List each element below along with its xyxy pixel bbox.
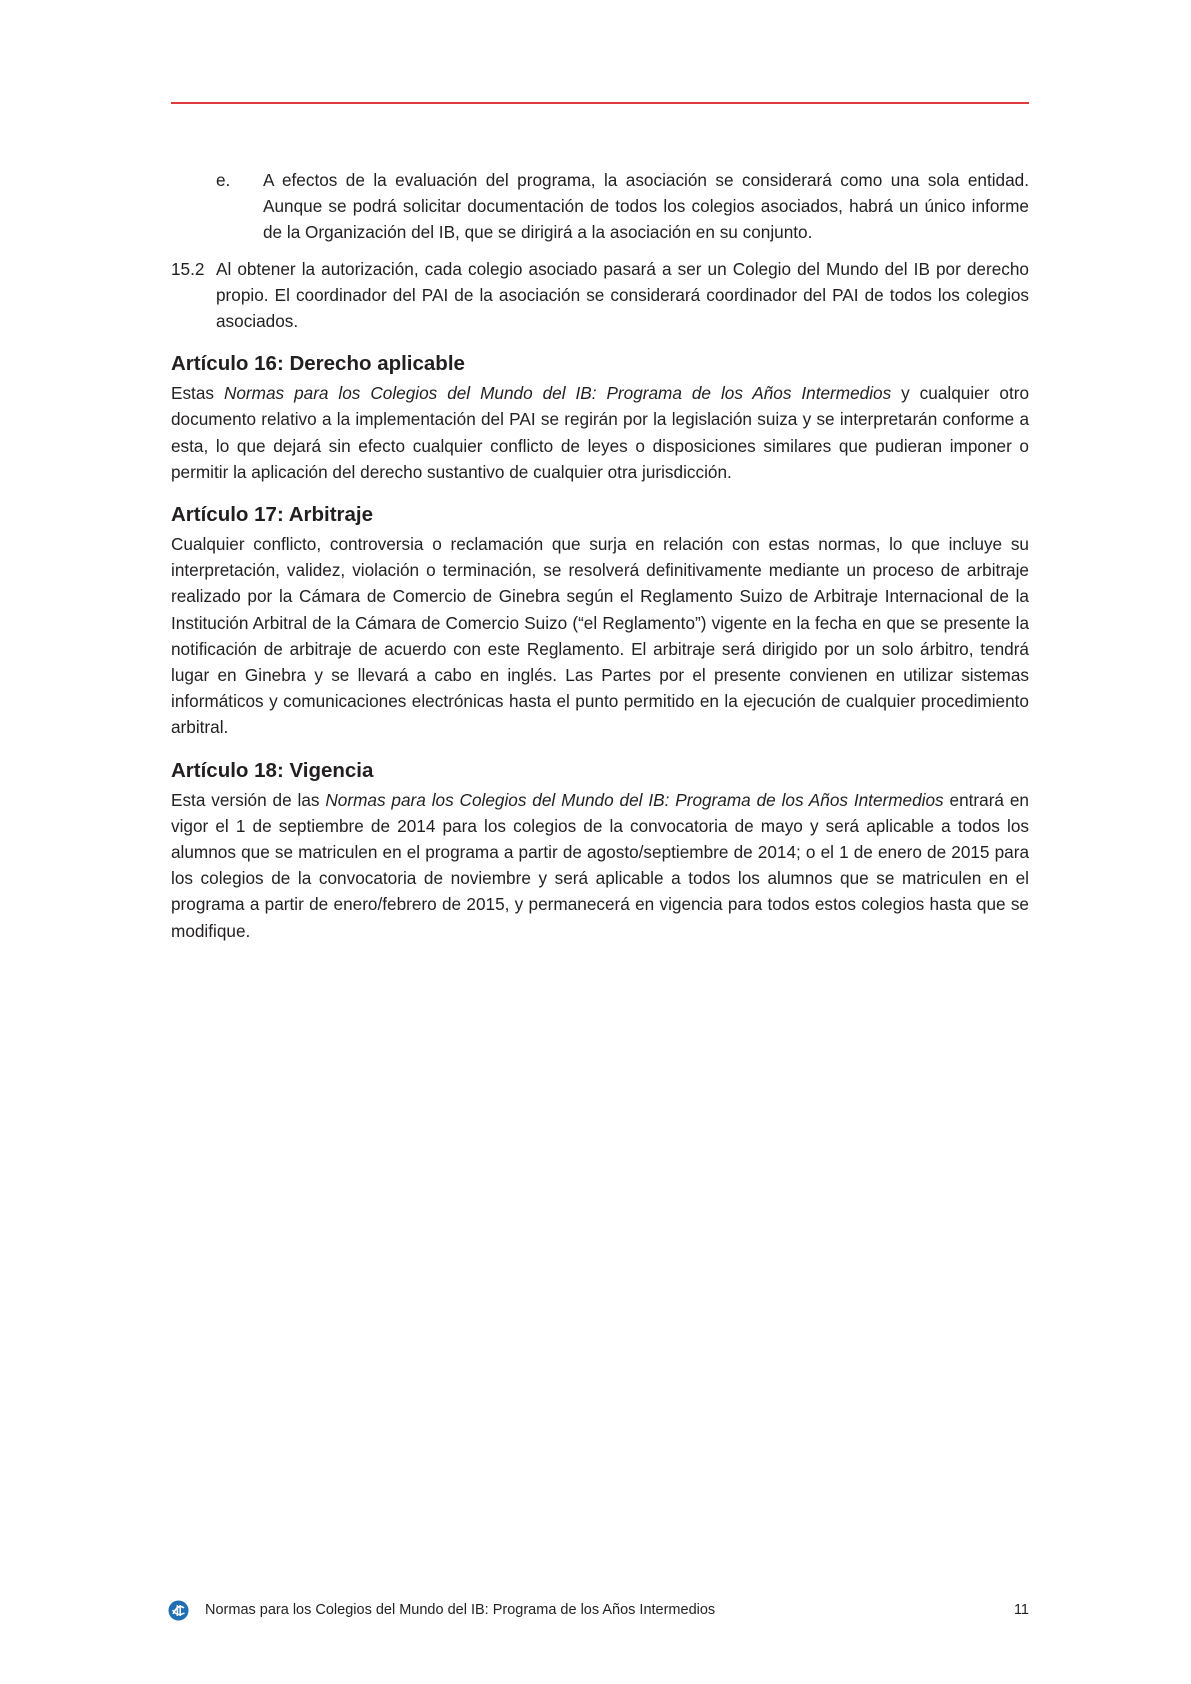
clause-15-2 [171, 256, 1029, 335]
article-16-heading: Artículo 16: Derecho aplicable [171, 352, 465, 376]
article-16-paragraph [171, 380, 1029, 485]
document-body [171, 167, 1029, 944]
article-18-lead: Esta versión de las [171, 789, 326, 810]
clause-number: 15.2 [171, 258, 205, 279]
article-16-lead: Estas [171, 383, 224, 404]
list-marker: e. [216, 170, 231, 190]
list-item-e [171, 167, 1029, 246]
page-footer [168, 1598, 1029, 1622]
article-16-document-title: Normas para los Colegios del Mundo del IB: Programa de los Años Intermedios [223, 383, 892, 404]
article-18-heading: Artículo 18: Vigencia [171, 758, 374, 782]
article-18-paragraph [171, 787, 1029, 944]
clause-text: Al obtener la autorización, cada colegio asociado pasará a ser un Colegio del Mundo del IB por derecho propio. El coordinador del PAI de la asociación se considerará coordinador del PAI de todos los colegios asociados. [216, 258, 1029, 332]
article-18-document-title: Normas para los Colegios del Mundo del IB: Programa de los Años Intermedios [325, 789, 944, 810]
list-item-text: A efectos de la evaluación del programa, la asociación se considerará como una sola entidad. Aunque se podrá solicitar documentación de todos los colegios asociados, habrá un único informe de la Organización del IB, que se dirigirá a la asociación en su conjunto. [263, 170, 1029, 243]
page-number: 11 [1013, 1602, 1029, 1618]
article-18-rest: entrará en vigor el 1 de septiembre de 2014 para los colegios de la convocatoria de mayo y será aplicable a todos los alumnos que se matriculen en el programa a partir de agosto/septiembre de 2014; o el 1 de enero de 2015 para los colegios de la convocatoria de noviembre y será aplicable a todos los alumnos que se matriculen en el programa a partir de enero/febrero de 2015, y permanecerá en vigencia para todos estos colegios hasta que se modifique. [171, 789, 1029, 941]
article-17-paragraph: Cualquier conflicto, controversia o reclamación que surja en relación con estas normas, lo que incluye su interpretación, validez, violación o terminación, se resolverá definitivamente mediante un proceso de arbitraje realizado por la Cámara de Comercio de Ginebra según el Reglamento Suizo de Arbitraje Internacional de la Institución Arbitral de la Cámara de Comercio Suizo (“el Reglamento”) vigente en la fecha en que se presente la notificación de arbitraje de acuerdo con este Reglamento. El arbitraje será dirigido por un solo árbitro, tendrá lugar en Ginebra y se llevará a cabo en inglés. Las Partes por el presente convienen en utilizar sistemas informáticos y comunicaciones electrónicas hasta el punto permitido en la ejecución de cualquier procedimiento arbitral. [171, 534, 1029, 738]
header-rule [171, 102, 1029, 104]
article-17-heading: Artículo 17: Arbitraje [171, 503, 374, 527]
article-16-rest: y cualquier otro documento relativo a la implementación del PAI se regirán por la legislación suiza y se interpretarán conforme a esta, lo que dejará sin efecto cualquier conflicto de leyes o disposiciones similares que pudieran imponer o permitir la aplicación del derecho sustantivo de cualquier otra jurisdicción. [171, 383, 1029, 482]
ib-logo-icon [168, 1600, 189, 1621]
footer-document-title: Normas para los Colegios del Mundo del IB: Programa de los Años Intermedios [205, 1602, 716, 1618]
